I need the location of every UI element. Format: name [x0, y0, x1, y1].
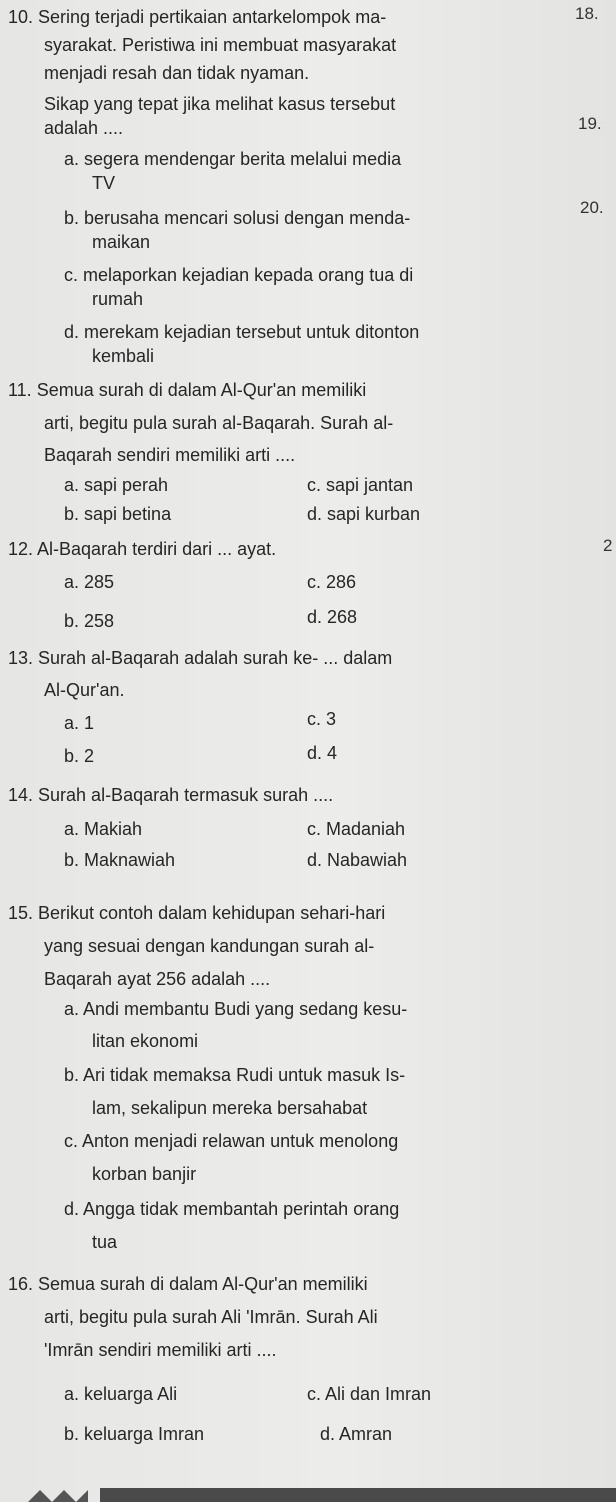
question-text: menjadi resah dan tidak nyaman. [44, 63, 310, 83]
question-text: syarakat. Peristiwa ini membuat masyarakat [44, 35, 397, 55]
answer-option-d: d. 268 [307, 607, 358, 627]
answer-option-a: a. 1 [64, 713, 95, 733]
answer-option-c: c. Madaniah [307, 819, 406, 839]
question-text: Baqarah ayat 256 adalah .... [44, 969, 271, 989]
answer-option-b: b. Ari tidak memaksa Rudi untuk masuk Is- [64, 1065, 406, 1085]
question-text: Baqarah sendiri memiliki arti .... [44, 445, 296, 465]
answer-option-d: d. merekam kejadian tersebut untuk ditonton [64, 322, 420, 342]
answer-option-c: c. Ali dan Imran [307, 1384, 432, 1404]
answer-option-c: c. 286 [307, 572, 357, 592]
margin-number-2: 2 [603, 536, 613, 555]
question-text: 11. Semua surah di dalam Al-Qur'an memiliki [8, 380, 367, 400]
answer-option-c: korban banjir [92, 1164, 197, 1184]
answer-option-b: lam, sekalipun mereka bersahabat [92, 1098, 368, 1118]
answer-option-b: maikan [92, 232, 151, 252]
answer-option-a: a. 285 [64, 572, 115, 592]
question-text: adalah .... [44, 118, 124, 138]
question-text: arti, begitu pula surah Ali 'Imrān. Surah Ali [44, 1307, 378, 1327]
answer-option-b: b. sapi betina [64, 504, 172, 524]
answer-option-a: a. keluarga Ali [64, 1384, 178, 1404]
answer-option-b: b. berusaha mencari solusi dengan menda- [64, 208, 411, 228]
margin-number-20: 20. [580, 198, 604, 217]
answer-option-d: d. Nabawiah [307, 850, 408, 870]
question-text: 14. Surah al-Baqarah termasuk surah .... [8, 785, 334, 805]
question-text: 13. Surah al-Baqarah adalah surah ke- ... dalam [8, 648, 393, 668]
answer-option-c: c. melaporkan kejadian kepada orang tua di [64, 265, 414, 285]
answer-option-b: b. 2 [64, 746, 95, 766]
question-text: yang sesuai dengan kandungan surah al- [44, 936, 375, 956]
page-bottom-edge [100, 1488, 616, 1502]
answer-option-a: a. segera mendengar berita melalui media [64, 149, 402, 169]
answer-option-c: c. Anton menjadi relawan untuk menolong [64, 1131, 399, 1151]
margin-number-18: 18. [575, 4, 599, 23]
question-text: Sikap yang tepat jika melihat kasus tersebut [44, 94, 396, 114]
question-text: 15. Berikut contoh dalam kehidupan sehari-hari [8, 903, 386, 923]
answer-option-d: kembali [92, 346, 155, 366]
answer-option-b: b. Maknawiah [64, 850, 176, 870]
answer-option-d: d. sapi kurban [307, 504, 421, 524]
answer-option-d: tua [92, 1232, 118, 1252]
page-edge-shadow [28, 1490, 88, 1502]
answer-option-a: litan ekonomi [92, 1031, 199, 1051]
answer-option-c: c. sapi jantan [307, 475, 414, 495]
answer-option-a: a. Andi membantu Budi yang sedang kesu- [64, 999, 408, 1019]
answer-option-b: b. 258 [64, 611, 115, 631]
question-text: 10. Sering terjadi pertikaian antarkelompok ma- [8, 7, 387, 27]
question-text: arti, begitu pula surah al-Baqarah. Surah al- [44, 413, 394, 433]
question-text: 'Imrān sendiri memiliki arti .... [44, 1340, 277, 1360]
margin-number-19: 19. [578, 114, 602, 133]
answer-option-c: rumah [92, 289, 144, 309]
question-text: 16. Semua surah di dalam Al-Qur'an memiliki [8, 1274, 368, 1294]
answer-option-a: a. sapi perah [64, 475, 169, 495]
question-text: Al-Qur'an. [44, 680, 125, 700]
answer-option-d: d. 4 [307, 743, 338, 763]
answer-option-b: b. keluarga Imran [64, 1424, 205, 1444]
answer-option-d: d. Amran [320, 1424, 393, 1444]
answer-option-a: TV [92, 173, 116, 193]
question-text: 12. Al-Baqarah terdiri dari ... ayat. [8, 539, 277, 559]
answer-option-a: a. Makiah [64, 819, 143, 839]
answer-option-c: c. 3 [307, 709, 337, 729]
answer-option-d: d. Angga tidak membantah perintah orang [64, 1199, 400, 1219]
